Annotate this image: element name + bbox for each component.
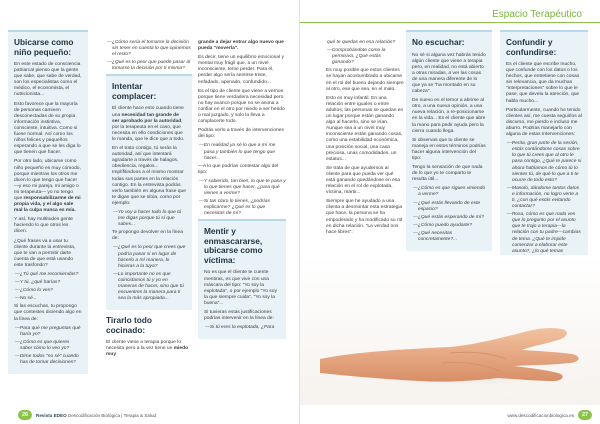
para: Si las escuchas, tu propongo que contestes diciendo algo en la línea de: <box>14 304 82 322</box>
heading-cocinado: Tirarlo todo cocinado: <box>106 315 152 335</box>
quote: —¿Cómo es que quieres saber cómo lo veo yo? <box>15 339 70 351</box>
quote: —Si tú eres la explotada, ¿Para <box>205 325 275 331</box>
quote: —En realidad ya sé lo que a mí me pasa y también lo que tengo que hacer... <box>199 143 276 161</box>
para: Es el cliente que escribe mucho, que confunde con los datos o los hechos, que entretiene con cosas sin relevancia, que da muchas "interpretaciones" sobre lo que le pase, que devela la atención, que habla mucho... <box>506 62 580 104</box>
quote: —Yo voy a hacer todo lo que tú me digas porque tú sí que sabes... <box>113 209 182 228</box>
footer-text: Descodificación Biológica | Terapia & Salud <box>67 413 157 418</box>
para: No sé si alguna vez habrás tenido algún cliente que viene a terapia pero, en realidad, no está abierto a otras miradas, a ver las cosas de una manera diferente de lo que ya se "ha montado en su cabeza". <box>412 52 486 95</box>
para: El cliente hace esto cuando tiene una necesidad tan grande de ser aprobado por la autoridad, por la terapeuta en el caso, que necesita en ello condiciones que le manda, que le dice que a todo. <box>112 106 185 142</box>
footer-right: www.descodificacionbiologica.es <box>507 413 574 418</box>
para: El cliente viene a terapia porque lo necesita pero a la vez tiene un miedo muy <box>106 340 189 358</box>
left-col-1 <box>8 30 88 400</box>
bold-run: responsabilizarme de mi propia vida, y el algo sale mal la culpa nunca es mía. <box>14 195 81 214</box>
heading-ubicarse: Ubicarse como niño pequeño: <box>14 37 74 57</box>
heading-complacer: Intentar complacer: <box>112 81 157 101</box>
section-title: Espacio Terapéutico <box>492 9 582 20</box>
para: Es muy posible que estos clientes se hayan acostumbrado a ubicarse en el rol del bueno dejando siempre al otro, ese que sea, en el malo. <box>326 68 404 92</box>
quote: —Perita, gran parte de la sesión, estás contándome cosas sobre lo que tú crees que al otro le pasa contigo, ¿Qué te parece si ahora hablamos de cómo tú lo sientes tú, de qué lo que a ti te ocurre de todo esto? <box>507 141 582 183</box>
heading-box-mentir <box>198 219 286 339</box>
quote: —Manolo, dándome tantos datos e información, no logro verte a ti, ¿con qué estás evitando contactar? <box>507 185 580 210</box>
footer-brand: Revista EDEO <box>36 413 67 418</box>
para: Podrás verlo a través de intervenciones del tipo: <box>198 128 284 140</box>
para: Esto es muy infantil. En una relación entre iguales o entre adultos, las personas se quedan en un lugar porque están ganando algo al hacerlo, sino se irían. Aunque sea a un nivel muy inconsciente están ganando cosas, como una estabilidad económica, una posición social, una casa preciosa, unas comodidades, un estatus... <box>326 95 404 162</box>
quote: —¿Qué es lo peor que crees que podría pasar si en lugar de hacerlo a mí manera, lo hicieras a la tuya? <box>113 245 186 269</box>
para: Es decir, tiene un equilibrio emocional y mental muy frágil que, a un nivel inconsciente, teme perder. Para él, perder algo sería sentirse triste, enfadado, apenado, confundido... <box>198 55 284 85</box>
para: Si tuvieras estas justificaciones podrías intervenir en la línea de: <box>204 310 274 322</box>
para: En el trato contigo, tú serás la autoridad, así que intentará agradarte a través de halagos, obediencia, regalos... Implífitindoos a el mismo mostrar todas sus partes en la relación contigo. En la entrevista podrás verlo también en alguna frase que te digan que se sitúa, como por ejemplo: <box>112 146 186 206</box>
para: Siempre que he ayudado a una clienta a desmontar esta estrategia que hace, la persona se ha empoderado y ha modificado su rol en dicha relación. "La verdad nos hace libres". <box>326 199 403 235</box>
para: En este estado de consciencia patriarcal pienso que la gente que sabe, que sabe de verdad, son los especialistas como el médico, el economista, el nutricionista... <box>14 62 82 98</box>
heading-box-escuchar <box>406 30 492 251</box>
right-col-2 <box>406 30 492 250</box>
open-hand-image <box>300 255 600 405</box>
quote: —¿Qué necesitas concretamente?... <box>413 230 458 243</box>
right-col-1 <box>326 40 404 290</box>
para: Si observas que tu cliente se maneja en estos términos podrías hacer alguna intervención del tipo: <box>412 137 486 161</box>
para: ¿Qué frases va a usar tu cliente durante la entrevista, que te van a permitir darte cuenta de que está usando este trasfondo? <box>14 238 76 268</box>
quote: —Lo importante no es que coincidamos tú y yo en maneras de hacer, sino que tú encuentres la manera para ti sea la más apropiada... <box>113 271 184 302</box>
quote: —Si tan claro lo tienes, ¿podrías explicarme? ¿Qué es lo que necesitas de mí? <box>199 199 270 217</box>
left-col-3 <box>198 40 286 410</box>
para: Es el tipo de cliente que viene a vernos porque tiene verdadera necesidad pero no hay avance porque no se anima a confiar en el otro por miedo a ser herido o mal juzgado, y solo la lleva a complacerte todo. <box>198 88 285 125</box>
para: Tengo la sensación de que nada de lo que yo te comparto te resulta útil... <box>412 165 483 183</box>
page-number-right: 27 <box>578 410 592 420</box>
hand-photo <box>300 255 600 405</box>
quote: —¿Cómo es que sigues viniendo a verme? <box>413 186 486 198</box>
quote: —¿Cómo sería el tomarse la decisión sin tener en cuenta lo que opinemos el resto? <box>107 40 191 58</box>
quote: —¿Qué es lo peor que puede pasar al tomarse la decisión por ti misma? <box>107 60 191 72</box>
heading-escuchar: No escuchar: <box>412 37 465 47</box>
para: Te propongo devolver en la línea de: <box>112 230 183 242</box>
para: Y así, hay multitudes gente haciendo lo que otros les dicen. <box>14 217 73 235</box>
quote: —¿Qué estás esperando de mí? <box>413 214 484 220</box>
right-col-3 <box>500 30 588 255</box>
heading-box-ubicarse <box>8 30 88 374</box>
quote: —¿Cómo lo ves? <box>15 288 53 294</box>
quote: —¿Tú qué me recomiendas? <box>15 272 79 277</box>
para: Esto favorece que la mayoría de personas caminen desconectadas de su propia información instintiva, consciente, intuitiva. Como si fuese normal. Así como los niños felices y pequeños esperando a que se les diga lo que tienen que hacer. <box>14 101 81 156</box>
quote: qué te quedas en esa relación? <box>327 40 396 45</box>
para: —A lo que podrías contestar algo del tipo: <box>198 163 279 175</box>
para: Por otro lado, ubicarse como niño pequeño es muy cómodo, porque mientras los otros me dicen lo que tengo que hacer —y eso mi pareja, mi amigo o mi terapeuta— yo no tengo que responsabilizarme de mi propia vida, y el algo sale mal la culpa nunca es mía. <box>14 159 81 214</box>
title-rule <box>300 22 600 23</box>
heading-confundir: Confundir y confundirse: <box>506 37 557 57</box>
heading-box-confundir <box>500 30 588 281</box>
quote: —¿Cómo puedo ayudarte? <box>413 222 472 228</box>
right-page <box>300 0 600 424</box>
quote: —Dime todos "no sé" cuando has de tomar decisiones? <box>15 354 79 366</box>
quote: —¿Qué estás llevando de este espacio? <box>413 200 481 212</box>
para: No es que el cliente te cuente mentiras, es que vive con una máscara del tipo: "Yo soy la explotada", o por ejemplo "Yo soy la que siempre cuida", "Yo soy la buena"... <box>204 270 277 306</box>
heading-box-complacer <box>106 74 192 310</box>
heading-mentir: Mentir y enmascararse, ubicarse como víctima: <box>204 226 263 265</box>
left-col-2 <box>106 40 192 410</box>
para: Se trata de que ayudemos al cliente para que pueda ver qué está ganando quedándose en esa relación en el rol de explotada, víctima, mártir... <box>326 165 400 196</box>
quote: —Rosa, cómo es que nada ves que lo pregunto por el asunto que te trajo a terapia—la relación con tu padre—cambias de tema. ¿Qué te impide comenzar a elaborar este asunto?, ¿lo qué temas <box>507 212 581 254</box>
footer-left <box>36 413 156 418</box>
quote: —Comprobándote como la permisiva, ¿Qué estás ganando? <box>327 48 386 66</box>
quote: —Y sabiendo, tan bien, lo que te pasa y lo que tienes que hacer, ¿para qué vienes a verme? <box>199 178 286 197</box>
quote: —No sé... <box>15 296 37 302</box>
para: De nuevo es el temor a abrirse al otro, a una nueva opinión, a una nueva relación, a re-posicionarse en la vida... Es el cliente que abre la mano para pedir ayuda pero la cierra cuando llega. <box>412 98 486 134</box>
quote: —Y tú, ¿qué harías? <box>15 280 61 286</box>
page-number-left: 26 <box>18 410 32 420</box>
para: Particularmente, cuando he tenido clientes así, me cuesta seguirlos al discurso, me pierdo e incluso me aburro. Podrías manejarlo con alguna de estas Intervenciones: <box>506 107 582 138</box>
bold-lead: grande a dejar entrar algo nuevo que pueda "moverla". <box>198 40 284 52</box>
quote: —Para qué me preguntas qué haría yo? <box>15 325 81 337</box>
